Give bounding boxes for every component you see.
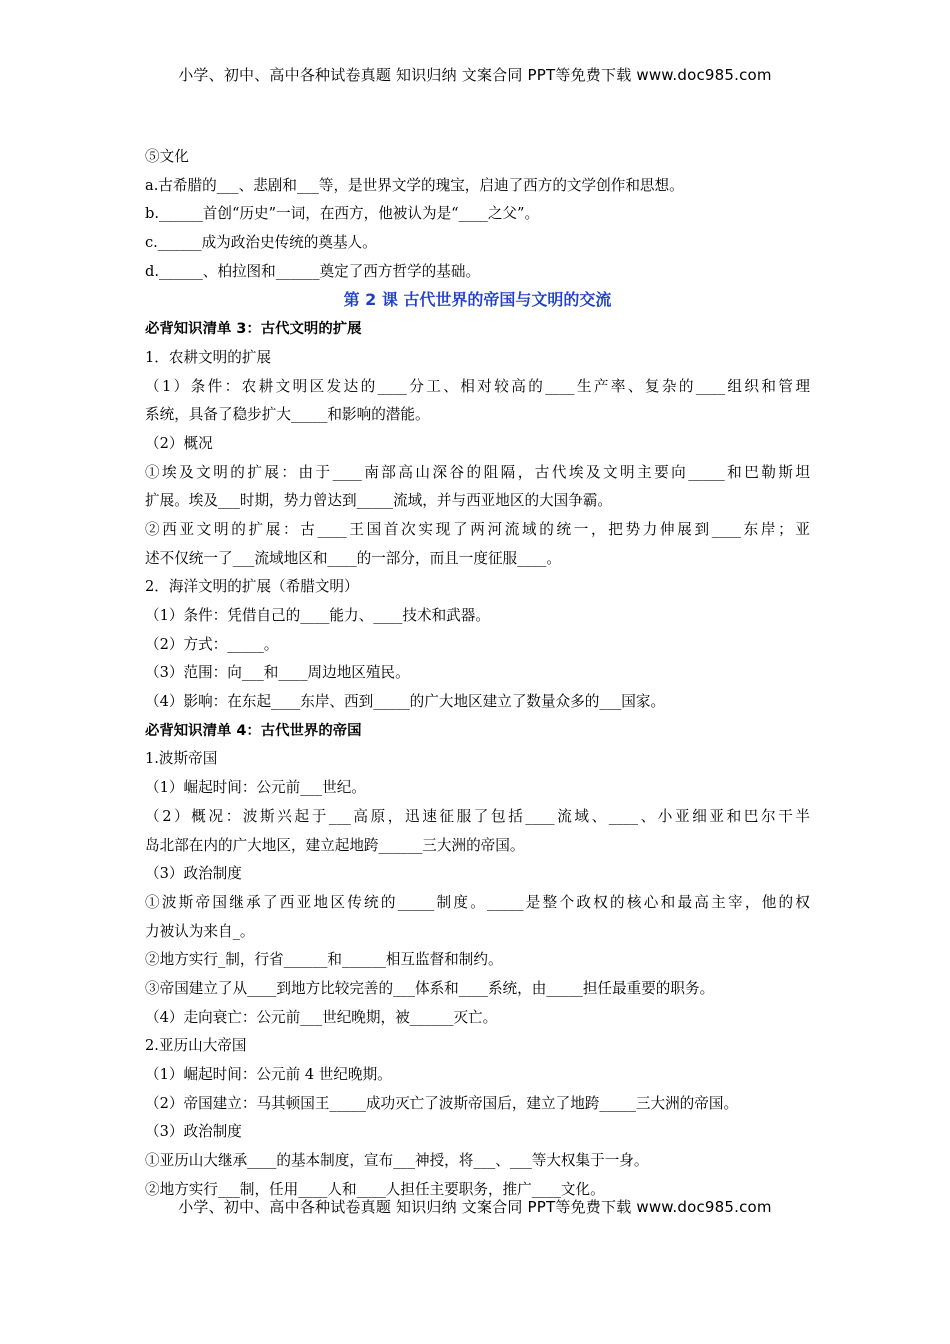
text-line: c.______成为政治史传统的奠基人。 (145, 234, 377, 252)
text-line: （1）崛起时间：公元前___世纪。 (145, 779, 366, 797)
text-line: 系统，具备了稳步扩大_____和影响的潜能。 (145, 406, 430, 424)
page-footer: 小学、初中、高中各种试卷真题 知识归纳 文案合同 PPT等免费下载 www.doc985.com (178, 1198, 772, 1216)
text-line: 岛北部在内的广大地区，建立起地跨______三大洲的帝国。 (145, 836, 525, 854)
text-line: （3）政治制度 (145, 1123, 242, 1141)
text-line: （4）影响：在东起____东岸、西到_____的广大地区建立了数量众多的___国家。 (145, 693, 666, 711)
text-line: ①波斯帝国继承了西亚地区传统的_____制度。_____是整个政权的核心和最高主宰，他的权 (145, 893, 810, 911)
text-line: 2．海洋文明的扩展（希腊文明） (145, 578, 359, 596)
text-line: （2）帝国建立：马其顿国王_____成功灭亡了波斯帝国后，建立了地跨_____三大洲的帝国。 (145, 1094, 739, 1112)
lesson-title: 第 2 课 古代世界的帝国与文明的交流 (343, 290, 612, 310)
text-line: （2）概况 (145, 434, 213, 452)
text-line: ②地方实行_制，行省______和______相互监督和制约。 (145, 951, 503, 969)
section-heading: 必背知识清单 3：古代文明的扩展 (145, 321, 362, 338)
text-line: 述不仅统一了___流域地区和____的一部分，而且一度征服____。 (145, 549, 561, 567)
text-line: ②地方实行___制，任用____人和____人担任主要职务，推广____文化。 (145, 1180, 605, 1198)
text-line: （1）条件：凭借自己的____能力、____技术和武器。 (145, 607, 490, 624)
text-line: （2）方式：_____。 (145, 635, 279, 653)
text-line: （4）走向衰亡：公元前___世纪晚期，被______灭亡。 (145, 1008, 498, 1026)
section-heading: 必背知识清单 4：古代世界的帝国 (145, 722, 362, 739)
text-line: （3）范围：向___和____周边地区殖民。 (145, 664, 410, 682)
text-line: 扩展。埃及___时期，势力曾达到_____流域，并与西亚地区的大国争霸。 (145, 492, 613, 510)
text-line: （2）概况：波斯兴起于___高原，迅速征服了包括____流域、____、小亚细亚和巴尔干半 (145, 807, 810, 825)
text-line: ③帝国建立了从____到地方比较完善的___体系和____系统，由_____担任最重要的职务。 (145, 979, 715, 997)
text-line: ②西亚文明的扩展：古____王国首次实现了两河流域的统一，把势力伸展到____东岸；亚 (145, 520, 810, 538)
text-line: d.______、柏拉图和______奠定了西方哲学的基础。 (145, 262, 481, 280)
text-line: （3）政治制度 (145, 865, 242, 883)
text-line: （1）崛起时间：公元前 4 世纪晚期。 (145, 1066, 392, 1083)
text-line: ①亚历山大继承____的基本制度，宣布___神授，将___、___等大权集于一身。 (145, 1152, 649, 1170)
text-line: （1）条件：农耕文明区发达的____分工、相对较高的____生产率、复杂的____组织和管理 (145, 377, 810, 395)
text-line: a.古希腊的___、悲剧和___等，是世界文学的瑰宝，启迪了西方的文学创作和思想。 (145, 176, 684, 194)
page-header: 小学、初中、高中各种试卷真题 知识归纳 文案合同 PPT等免费下载 www.doc985.com (178, 66, 772, 84)
text-line: 2.亚历山大帝国 (145, 1037, 247, 1055)
text-line: ①埃及文明的扩展：由于____南部高山深谷的阻隔，古代埃及文明主要向_____和巴勒斯坦 (145, 463, 810, 481)
text-line: b.______首创“历史”一词，在西方，他被认为是“____之父”。 (145, 205, 540, 223)
document-body (145, 143, 810, 1204)
text-line: 1．农耕文明的扩展 (145, 348, 272, 366)
text-line: 力被认为来自_。 (145, 922, 255, 940)
text-line: 1.波斯帝国 (145, 750, 218, 768)
text-line: ⑤文化 (145, 148, 189, 165)
